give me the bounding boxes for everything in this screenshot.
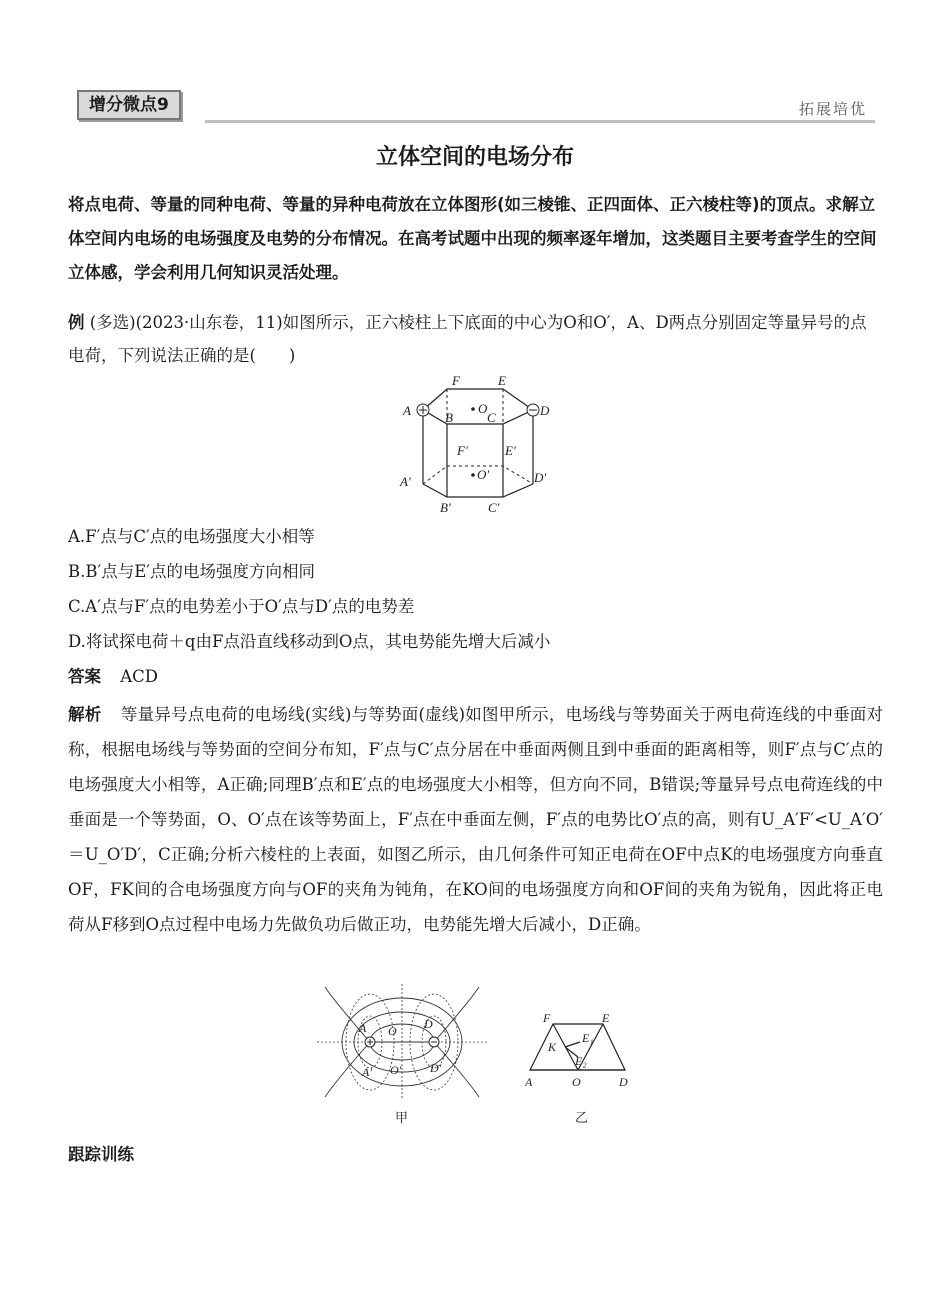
jia-label-Ap: A′ — [362, 1065, 372, 1079]
jia-label-Op: O′ — [390, 1063, 402, 1077]
yi-label-A: A — [525, 1075, 533, 1089]
label-D: D — [540, 403, 550, 418]
jia-label-Dp: D′ — [430, 1061, 442, 1075]
analysis-label: 解析 — [68, 705, 102, 724]
example-label: 例 — [68, 313, 85, 332]
figure-yi-caption: 乙 — [575, 1111, 589, 1126]
section-header — [75, 88, 875, 124]
yi-label-E1: E₁ — [582, 1031, 594, 1045]
label-Bp: B′ — [440, 500, 451, 515]
intro-paragraph: 将点电荷、等量的同种电荷、等量的异种电荷放在立体图形(如三棱锥、正四面体、正六棱柱等)的顶点。求解立体空间内电场的电场强度及电势的分布情况。在高考试题中出现的频率逐年增加，这类题目主要考查学生的空间立体感，学会利用几何知识灵活处理。 — [68, 195, 877, 282]
example-text: (多选)(2023·山东卷，11)如图所示，正六棱柱上下底面的中心为O和O′，A、D两点分别固定等量异号的点电荷，下列说法正确的是( ) — [68, 313, 867, 365]
yi-label-D: D — [619, 1075, 628, 1089]
yi-label-E: E — [602, 1011, 610, 1025]
section-tag: 增分微点9 — [77, 90, 181, 120]
yi-label-E2: E₂ — [575, 1054, 587, 1068]
top-face-figure — [520, 1010, 640, 1095]
option-a: A.F′点与C′点的电场强度大小相等 — [68, 527, 315, 546]
answer-value: ACD — [120, 667, 159, 686]
answer-line — [68, 665, 158, 689]
figure-jia-caption: 甲 — [395, 1111, 409, 1126]
yi-label-O: O — [572, 1075, 581, 1089]
label-A: A — [403, 403, 411, 418]
analysis-text: 等量异号点电荷的电场线(实线)与等势面(虚线)如图甲所示，电场线与等势面关于两电荷连线的中垂面对称，根据电场线与等势面的空间分布知，F′点与C′点分居在中垂面两侧且到中垂面的距离相等，则F′点与C′点的电场强度大小相等，A正确;同理B′点和E′点的电场强度大小相等，但方向不同，B错误;等量异号点电荷连线的中垂面是一个等势面，O、O′点在该等势面上，F′点在中垂面左侧，F′点的电势比O′点的高，则有U_A′F′<U_A′O′＝U_O′D′，C正确;分析六棱柱的上表面，如图乙所示，由几何条件可知正电荷在OF中点K的电场强度方向垂直OF，FK间的合电场强度方向与OF的夹角为钝角，在KO间的电场强度方向和OF间的夹角为锐角，因此将正电荷从F移到O点过程中电场力先做负功后做正功，电势能先增大后减小，D正确。 — [68, 705, 884, 934]
yi-label-K: K — [548, 1040, 557, 1054]
example-stem — [68, 306, 883, 372]
option-b: B.B′点与E′点的电场强度方向相同 — [68, 562, 316, 581]
option-c: C.A′点与F′点的电势差小于O′点与D′点的电势差 — [68, 597, 415, 616]
label-E: E — [498, 373, 506, 388]
analysis-paragraph — [68, 697, 883, 942]
label-Ep: E′ — [505, 443, 516, 458]
page-title: 立体空间的电场分布 — [375, 145, 574, 170]
label-Fp: F′ — [457, 443, 468, 458]
label-Cp: C′ — [488, 500, 500, 515]
header-rule — [205, 120, 875, 123]
label-Op: O′ — [477, 467, 490, 482]
jia-label-D: D — [424, 1017, 433, 1031]
label-O: O — [478, 401, 488, 416]
jia-label-A: A — [359, 1021, 367, 1035]
answer-label: 答案 — [68, 667, 101, 686]
option-d: D.将试探电荷＋q由F点沿直线移动到O点，其电势能先增大后减小 — [68, 632, 551, 651]
jia-label-O: O — [388, 1024, 397, 1038]
label-B: B — [445, 410, 453, 425]
field-line-figure — [315, 982, 490, 1102]
section-subtag: 拓展培优 — [798, 100, 867, 118]
yi-label-F: F — [543, 1011, 551, 1025]
prism-figure — [395, 372, 555, 517]
label-Ap: A′ — [400, 474, 411, 489]
label-F: F — [452, 373, 460, 388]
footer-heading: 跟踪训练 — [68, 1145, 134, 1164]
label-C: C — [487, 410, 496, 425]
label-Dp: D′ — [534, 470, 547, 485]
